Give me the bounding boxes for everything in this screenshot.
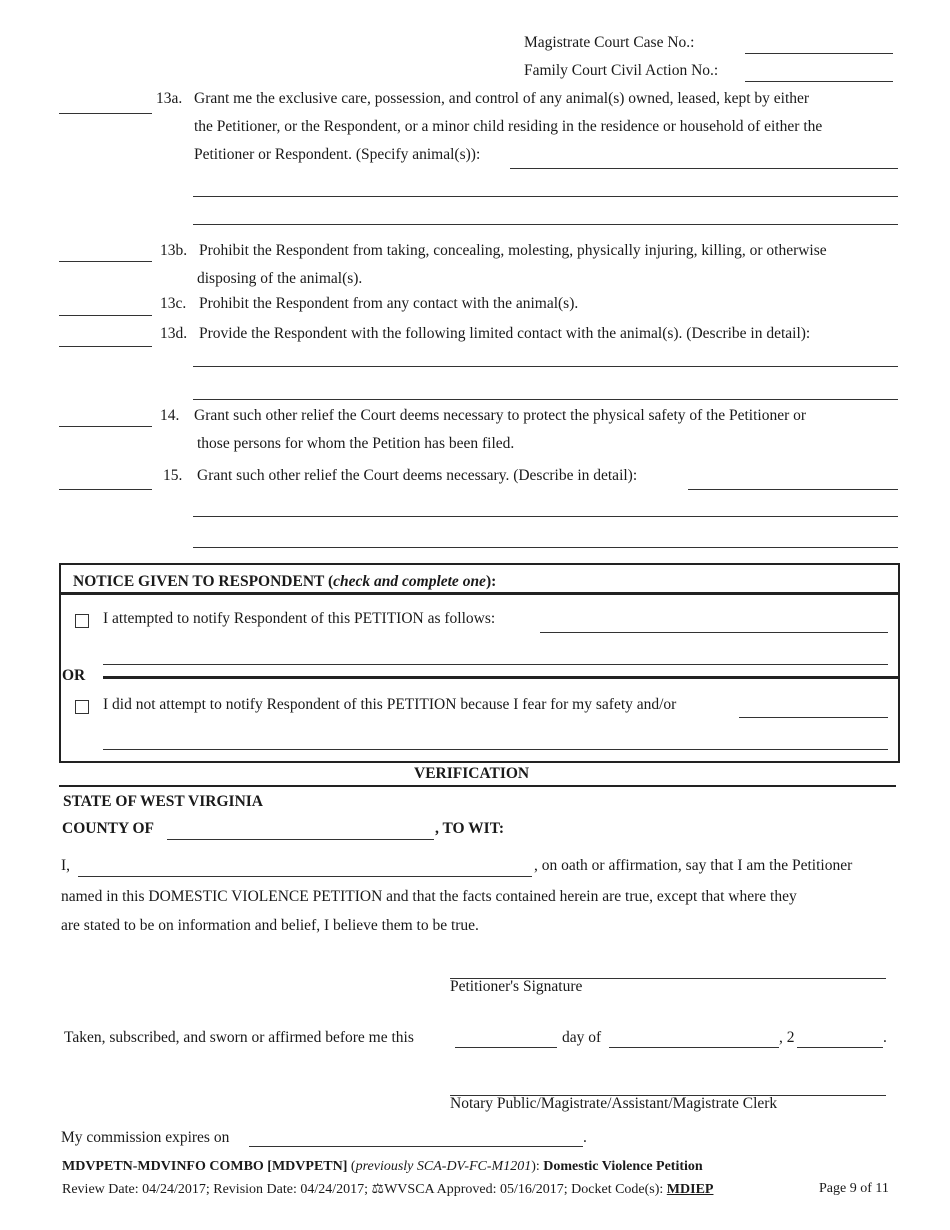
item-14-number: 14. — [160, 407, 180, 424]
item-13a-line2: the Petitioner, or the Respondent, or a minor child residing in the residence or household of either the — [194, 118, 823, 135]
initial-13d-input[interactable] — [59, 346, 152, 347]
other-relief-input-1[interactable] — [688, 489, 898, 490]
magistrate-case-label: Magistrate Court Case No.: — [524, 34, 695, 51]
initial-15-input[interactable] — [59, 489, 152, 490]
item-13a-line3: Petitioner or Respondent. (Specify animal(s)): — [194, 146, 481, 163]
item-15-line1: Grant such other relief the Court deems necessary. (Describe in detail): — [197, 467, 638, 484]
limited-contact-input-1[interactable] — [193, 366, 898, 367]
item-14-line1: Grant such other relief the Court deems necessary to protect the physical safety of the Petitioner or — [194, 407, 807, 424]
notice-not-attempted-input-2[interactable] — [103, 749, 888, 750]
notice-not-attempted-label: I did not attempt to notify Respondent of this PETITION because I fear for my safety and/or — [103, 696, 677, 713]
day-of-label: day of — [562, 1029, 602, 1046]
verification-rule — [59, 785, 896, 787]
notice-attempted-input-2[interactable] — [103, 664, 888, 665]
sworn-year-input[interactable] — [797, 1047, 883, 1048]
affiant-prefix: I, — [61, 857, 71, 874]
item-15-number: 15. — [163, 467, 183, 484]
animals-input-2[interactable] — [193, 196, 898, 197]
scales-icon: ⚖ — [371, 1182, 385, 1197]
initial-13c-input[interactable] — [59, 315, 152, 316]
item-13b-number: 13b. — [160, 242, 188, 259]
initial-14-input[interactable] — [59, 426, 152, 427]
item-13b-line1: Prohibit the Respondent from taking, concealing, molesting, physically injuring, killing, or otherwise — [199, 242, 827, 259]
county-input[interactable] — [167, 839, 434, 840]
magistrate-case-input[interactable] — [745, 53, 893, 54]
family-court-input[interactable] — [745, 81, 893, 82]
item-13d-number: 13d. — [160, 325, 188, 342]
footer-form-line: MDVPETN-MDVINFO COMBO [MDVPETN] (previously SCA-DV-FC-M1201): Domestic Violence Petition — [62, 1159, 703, 1174]
item-13a-line1: Grant me the exclusive care, possession, and control of any animal(s) owned, leased, kept by either — [194, 90, 810, 107]
notice-divider — [61, 592, 898, 595]
notice-title: NOTICE GIVEN TO RESPONDENT (check and complete one): — [73, 573, 497, 590]
notice-not-attempted-checkbox[interactable] — [75, 700, 89, 714]
sworn-period: . — [883, 1029, 887, 1046]
sworn-day-input[interactable] — [455, 1047, 557, 1048]
year-prefix: , 2 — [779, 1029, 795, 1046]
petitioner-signature-label: Petitioner's Signature — [450, 978, 583, 995]
verification-line3: are stated to be on information and belief, I believe them to be true. — [61, 917, 479, 934]
notice-not-attempted-input-1[interactable] — [739, 717, 888, 718]
notice-attempted-input-1[interactable] — [540, 632, 888, 633]
commission-label: My commission expires on — [61, 1129, 230, 1146]
page-number: Page 9 of 11 — [819, 1181, 889, 1196]
family-court-label: Family Court Civil Action No.: — [524, 62, 719, 79]
state-label: STATE OF WEST VIRGINIA — [63, 793, 263, 810]
sworn-month-input[interactable] — [609, 1047, 779, 1048]
footer-review-line: Review Date: 04/24/2017; Revision Date: 04/24/2017; ⚖WVSCA Approved: 05/16/2017; Docket Code(s): MDIEP — [62, 1182, 714, 1197]
item-13a-number: 13a. — [156, 90, 183, 107]
or-divider — [103, 676, 898, 679]
sworn-text: Taken, subscribed, and sworn or affirmed before me this — [64, 1029, 414, 1046]
to-wit-label: , TO WIT: — [435, 820, 505, 837]
other-relief-input-2[interactable] — [193, 516, 898, 517]
item-13c-number: 13c. — [160, 295, 187, 312]
notary-signature-label: Notary Public/Magistrate/Assistant/Magistrate Clerk — [450, 1095, 778, 1112]
animals-input-3[interactable] — [193, 224, 898, 225]
notice-attempted-checkbox[interactable] — [75, 614, 89, 628]
initial-13b-input[interactable] — [59, 261, 152, 262]
oath-text: , on oath or affirmation, say that I am the Petitioner — [534, 857, 853, 874]
item-13d-line1: Provide the Respondent with the following limited contact with the animal(s). (Describe in detail): — [199, 325, 811, 342]
item-13b-line2: disposing of the animal(s). — [197, 270, 363, 287]
docket-code: MDIEP — [666, 1182, 714, 1197]
limited-contact-input-2[interactable] — [193, 399, 898, 400]
initial-13a-input[interactable] — [59, 113, 152, 114]
commission-period: . — [583, 1129, 587, 1146]
item-13c-line1: Prohibit the Respondent from any contact with the animal(s). — [199, 295, 579, 312]
commission-date-input[interactable] — [249, 1146, 583, 1147]
other-relief-input-3[interactable] — [193, 547, 898, 548]
county-label: COUNTY OF — [62, 820, 154, 837]
verification-line2: named in this DOMESTIC VIOLENCE PETITION and that the facts contained herein are true, except that where they — [61, 888, 797, 905]
verification-title: VERIFICATION — [414, 765, 530, 782]
affiant-name-input[interactable] — [78, 876, 532, 877]
item-14-line2: those persons for whom the Petition has been filed. — [197, 435, 515, 452]
or-label: OR — [62, 667, 86, 684]
animals-input-1[interactable] — [510, 168, 898, 169]
notice-attempted-label: I attempted to notify Respondent of this PETITION as follows: — [103, 610, 496, 627]
